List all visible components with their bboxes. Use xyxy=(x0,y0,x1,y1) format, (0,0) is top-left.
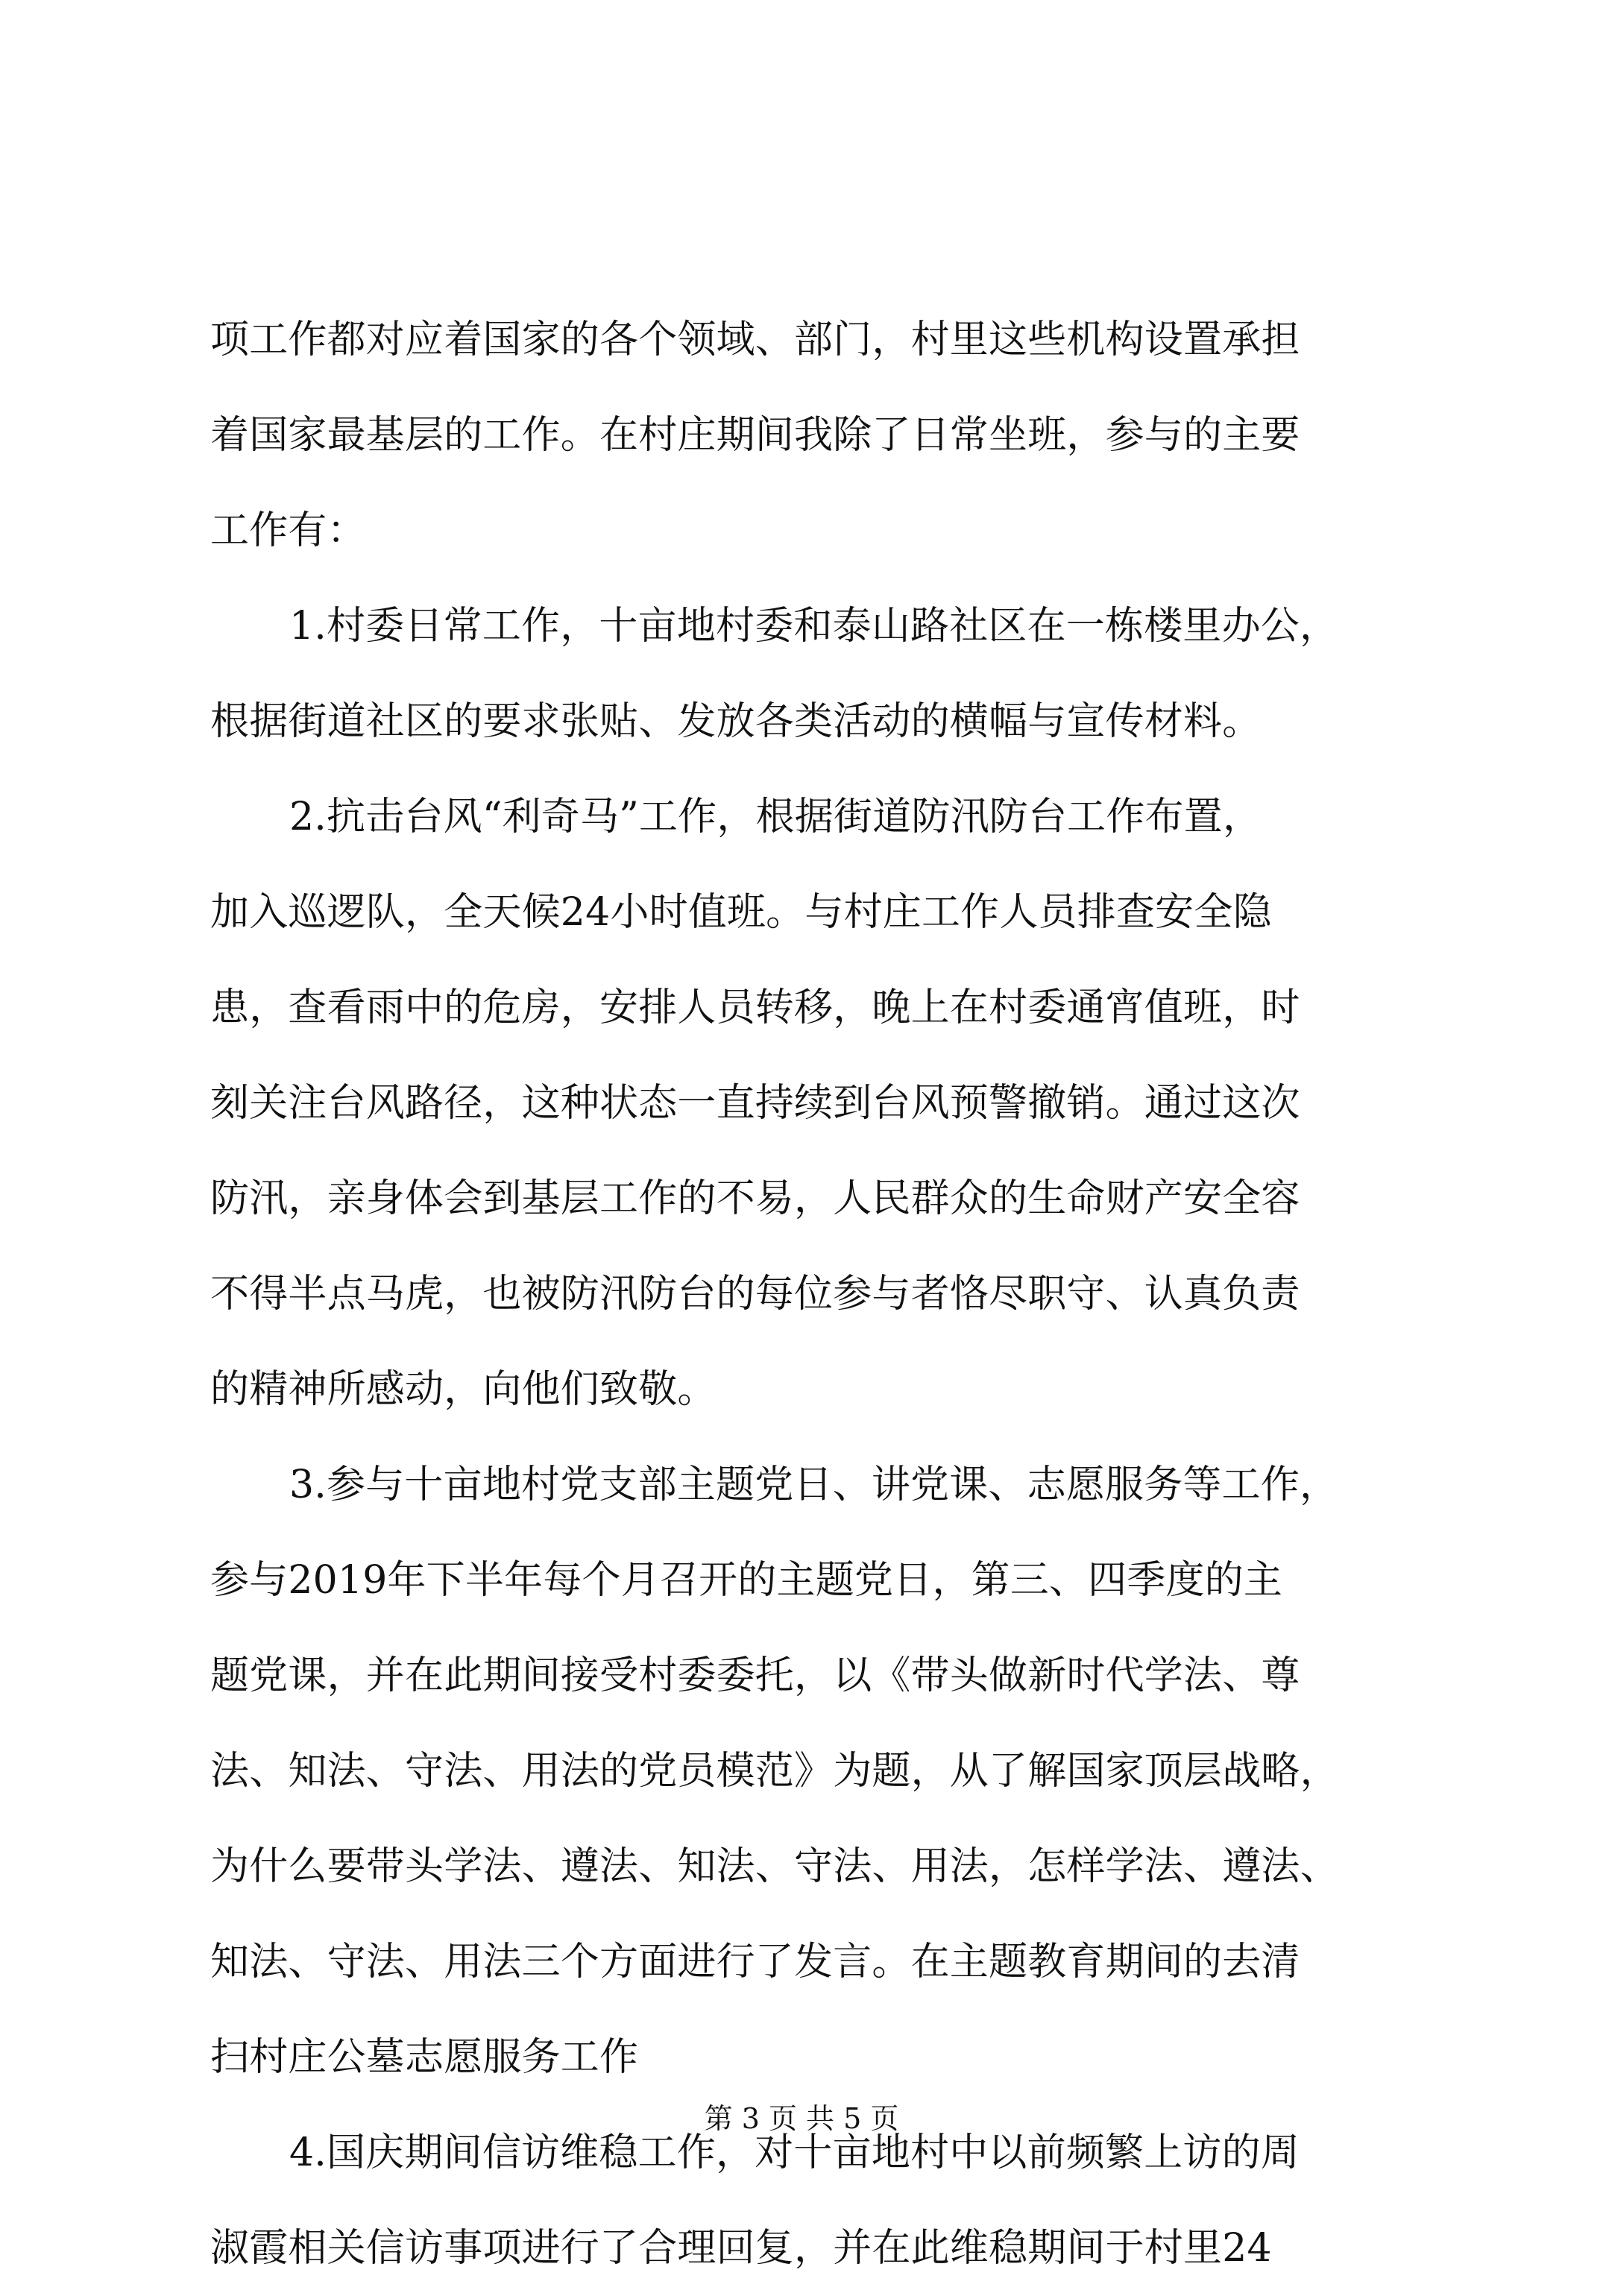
text-line: 参与2019年下半年每个月召开的主题党日，第三、四季度的主 xyxy=(210,1558,1283,1603)
text-line: 知法、守法、用法三个方面进行了发言。在主题教育期间的去清 xyxy=(210,1940,1300,1984)
text-line: 着国家最基层的工作。在村庄期间我除了日常坐班，参与的主要 xyxy=(210,413,1300,458)
list-item-2-line: 2.抗击台风“利奇马”工作，根据街道防汛防台工作布置， xyxy=(289,795,1262,839)
text-line: 扫村庄公墓志愿服务工作 xyxy=(210,2035,639,2080)
page-number-footer: 第 3 页 共 5 页 xyxy=(704,2102,899,2135)
text-line: 题党课，并在此期间接受村委委托，以《带头做新时代学法、尊 xyxy=(210,1653,1300,1698)
text-line: 不得半点马虎，也被防汛防台的每位参与者恪尽职守、认真负责 xyxy=(210,1272,1300,1316)
text-line: 防汛，亲身体会到基层工作的不易，人民群众的生命财产安全容 xyxy=(210,1176,1300,1221)
text-line: 的精神所感动，向他们致敬。 xyxy=(210,1367,717,1412)
list-item-4-line: 4.国庆期间信访维稳工作，对十亩地村中以前频繁上访的周 xyxy=(289,2131,1300,2175)
text-line: 刻关注台风路径，这种状态一直持续到台风预警撤销。通过这次 xyxy=(210,1081,1300,1126)
text-line: 加入巡逻队，全天候24小时值班。与村庄工作人员排查安全隐 xyxy=(210,890,1272,935)
text-line: 法、知法、守法、用法的党员模范》为题，从了解国家顶层战略， xyxy=(210,1749,1339,1794)
text-line: 项工作都对应着国家的各个领域、部门，村里这些机构设置承担 xyxy=(210,318,1300,362)
text-line: 根据街道社区的要求张贴、发放各类活动的横幅与宣传材料。 xyxy=(210,699,1262,744)
text-line: 工作有： xyxy=(210,508,366,553)
text-line: 患，查看雨中的危房，安排人员转移，晚上在村委通宵值班，时 xyxy=(210,985,1300,1030)
list-item-1-line: 1.村委日常工作，十亩地村委和泰山路社区在一栋楼里办公， xyxy=(289,604,1339,649)
text-line: 淑霞相关信访事项进行了合理回复，并在此维稳期间于村里24 xyxy=(210,2226,1272,2271)
list-item-3-line: 3.参与十亩地村党支部主题党日、讲党课、志愿服务等工作， xyxy=(289,1463,1339,1507)
body-text xyxy=(210,292,1411,2296)
text-line: 为什么要带头学法、遵法、知法、守法、用法，怎样学法、遵法、 xyxy=(210,1844,1339,1889)
